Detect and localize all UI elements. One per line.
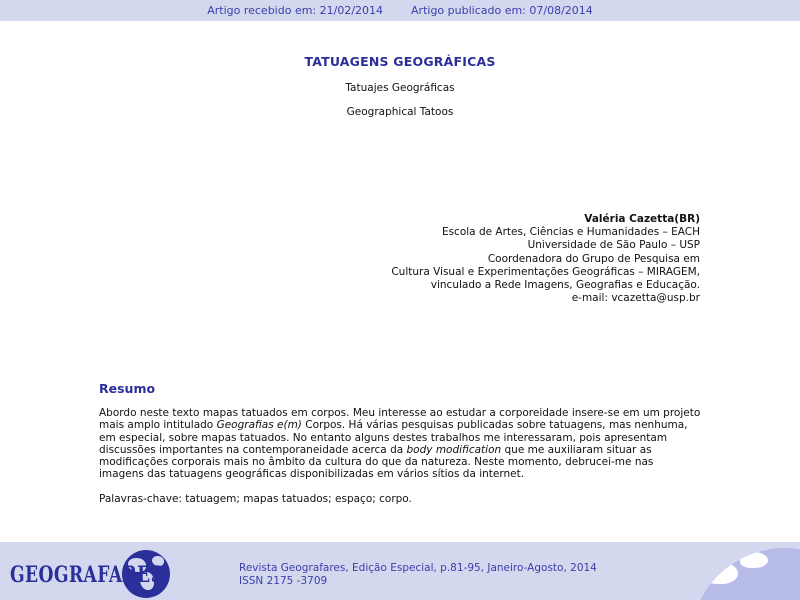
author-affiliation-line: vinculado a Rede Imagens, Geografias e Educação.	[430, 279, 700, 292]
author-block	[391, 213, 700, 305]
author-email[interactable]: e-mail: vcazetta@usp.br	[571, 292, 700, 305]
article-title-english: Geographical Tatoos	[346, 106, 454, 118]
abstract-text-part: que me auxiliaram situar as modificações corporais mais no âmbito da cultura do que da natureza. Neste momento, debrucei-me nas imagens das tatuagens geográficas disponibilizadas em vários sítios da internet.	[99, 443, 654, 481]
keywords: Palavras-chave: tatuagem; mapas tatuados; espaço; corpo.	[99, 493, 412, 505]
published-date: Artigo publicado em: 07/08/2014	[411, 4, 593, 17]
received-date: Artigo recebido em: 21/02/2014	[207, 4, 384, 17]
abstract-text	[99, 407, 701, 481]
author-name: Valéria Cazetta(BR)	[584, 213, 700, 225]
article-title-spanish: Tatuajes Geográficas	[345, 82, 455, 94]
author-affiliation-line: Universidade de São Paulo – USP	[527, 239, 700, 252]
journal-logo-text: GEOGRAFARES	[10, 562, 164, 588]
abstract-italic-term: body modification	[406, 443, 502, 456]
author-affiliation-line: Cultura Visual e Experimentações Geográficas – MIRAGEM,	[391, 265, 700, 278]
abstract-italic-term: Geografias e(m)	[216, 419, 302, 432]
article-title: TATUAGENS GEOGRÁFICAS	[304, 54, 496, 69]
header-bar	[0, 0, 800, 21]
issn-line: ISSN 2175 -3709	[239, 574, 328, 587]
footer-citation	[239, 562, 597, 587]
author-affiliation-line: Escola de Artes, Ciências e Humanidades – EACH	[441, 226, 700, 239]
abstract-text-part: Corpos. Há várias pesquisas publicadas sobre tatuagens, mas nenhuma, em especial, sobre mapas tatuados. No entanto alguns destes trabalhos me interessaram, pois apresentam discussões importantes na contemporaneidade acerca da	[99, 419, 688, 456]
decorative-globe-icon	[690, 548, 800, 600]
abstract-text-part: Abordo neste texto mapas tatuados em corpos. Meu interesse ao estudar a corporeidade insere-se em um projeto mais amplo intitulado	[99, 407, 701, 432]
author-affiliation-line: Coordenadora do Grupo de Pesquisa em	[487, 252, 700, 265]
footer-bar	[0, 542, 800, 600]
citation-line: Revista Geografares, Edição Especial, p.81-95, Janeiro-Agosto, 2014	[239, 562, 597, 574]
journal-logo	[10, 548, 170, 596]
abstract-heading: Resumo	[99, 381, 156, 396]
